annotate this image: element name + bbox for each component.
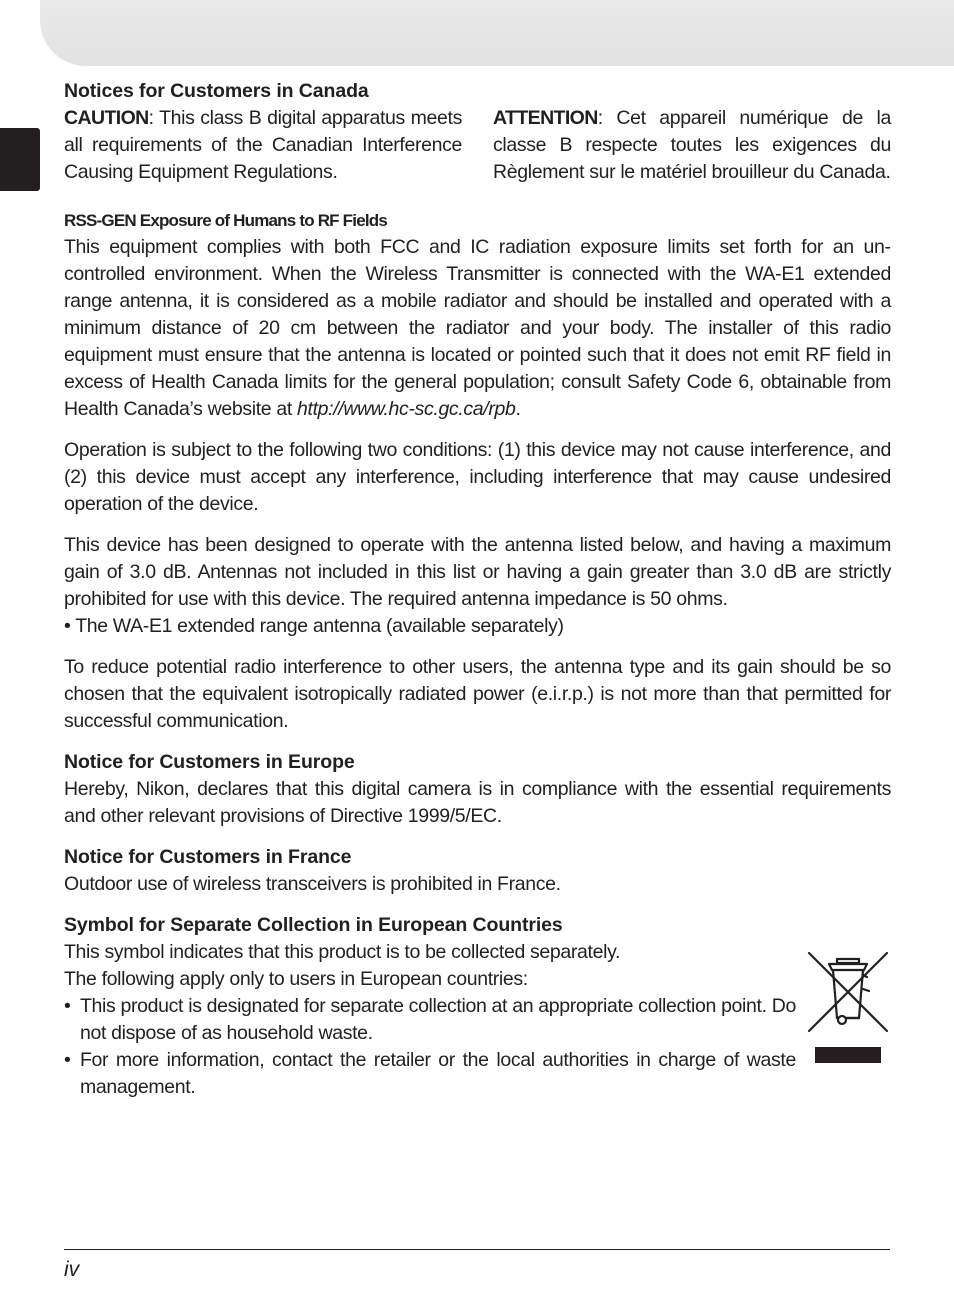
chapter-tab: [0, 128, 40, 191]
canada-heading: Notices for Customers in Canada: [64, 80, 369, 102]
spacer: [64, 640, 891, 654]
france-heading: Notice for Customers in France: [64, 846, 352, 868]
collection-heading: Symbol for Separate Collection in European Countries: [64, 914, 563, 936]
europe-heading: Notice for Customers in Europe: [64, 751, 355, 773]
rss-section: [64, 207, 891, 735]
header-band: [40, 0, 954, 66]
footer-rule: [64, 1249, 890, 1250]
europe-section: [64, 749, 891, 830]
collection-line-2: The following apply only to users in European countries:: [64, 968, 528, 990]
canada-notices: [64, 78, 891, 186]
health-canada-link[interactable]: http://www.hc-sc.gc.ca/rpb: [297, 398, 516, 420]
caution-notice: [64, 105, 462, 186]
canada-section: [64, 78, 891, 186]
antenna-list-item: • The WA-E1 extended range antenna (available separately): [64, 615, 564, 637]
france-text: Outdoor use of wireless transceivers is prohibited in France.: [64, 873, 561, 895]
spacer: [64, 898, 891, 912]
spacer: [64, 735, 891, 749]
page-content: [64, 78, 891, 1101]
attention-notice: [493, 105, 891, 186]
spacer: [64, 830, 891, 844]
bullet-marker: •: [64, 1049, 71, 1071]
rss-paragraph-1: [64, 234, 891, 423]
attention-label: ATTENTION: [493, 107, 598, 129]
collection-bullet-2: For more information, contact the retailer or the local authorities in charge of waste management.: [80, 1049, 796, 1098]
rss-paragraph-1-end: .: [515, 398, 521, 420]
list-item: [64, 1047, 796, 1101]
caution-text: : This class B digital apparatus meets all requirements of the Canadian Interference Causing Equipment Regulations.: [64, 107, 462, 183]
spacer: [64, 423, 891, 437]
crossed-out-wheelie-bin-icon: [807, 951, 889, 1067]
rss-heading: RSS-GEN Exposure of Humans to RF Fields: [64, 211, 388, 230]
list-item: [64, 993, 796, 1047]
spacer: [64, 186, 891, 207]
spacer: [64, 518, 891, 532]
caution-label: CAUTION: [64, 107, 149, 129]
bullet-marker: •: [64, 995, 71, 1017]
rss-paragraph-3: This device has been designed to operate with the antenna listed below, and having a maximum gain of 3.0 dB. Antennas not included in this list or having a gain greater than 3.0 dB are strictly prohibited for use with this device. The required antenna impedance is 50 ohms.: [64, 534, 891, 610]
attention-text: : Cet appareil numérique de la classe B respecte toutes les exigences du Règlement sur le matériel brouilleur du Canada.: [493, 107, 891, 183]
europe-text: Hereby, Nikon, declares that this digital camera is in compliance with the essential requirements and other relevant provisions of Directive 1999/5/EC.: [64, 778, 891, 827]
collection-section: [64, 912, 891, 1101]
canada-french-column: [493, 78, 891, 186]
collection-body: [64, 939, 891, 1101]
france-section: [64, 844, 891, 898]
rss-paragraph-2: Operation is subject to the following two conditions: (1) this device may not cause interference, and (2) this device must accept any interference, including interference that may cause undesired operation of the device.: [64, 439, 891, 515]
rss-paragraph-1-text: This equipment complies with both FCC and IC radiation exposure limits set forth for an uncontrolled environment. When the Wireless Transmitter is connected with the WA-E1 extended range antenna, it is considered as a mobile radiator and should be installed and operated with a minimum distance of 20 cm between the radiator and your body. The installer of this radio equipment must ensure that the antenna is located or pointed such that it does not emit RF field in excess of Health Canada limits for the general population; consult Safety Code 6, obtainable from Health Canada’s website at: [64, 236, 891, 420]
collection-text: [64, 939, 796, 1101]
canada-english-column: [64, 78, 462, 186]
collection-line-1: This symbol indicates that this product is to be collected separately.: [64, 941, 621, 963]
collection-bullet-1: This product is designated for separate collection at an appropriate collection point. Do not dispose of as household waste.: [80, 995, 796, 1044]
rss-paragraph-4: To reduce potential radio interference to other users, the antenna type and its gain should be so chosen that the equivalent isotropically radiated power (e.i.r.p.) is not more than that permitted for successful communication.: [64, 656, 891, 732]
page-number: iv: [64, 1258, 80, 1281]
